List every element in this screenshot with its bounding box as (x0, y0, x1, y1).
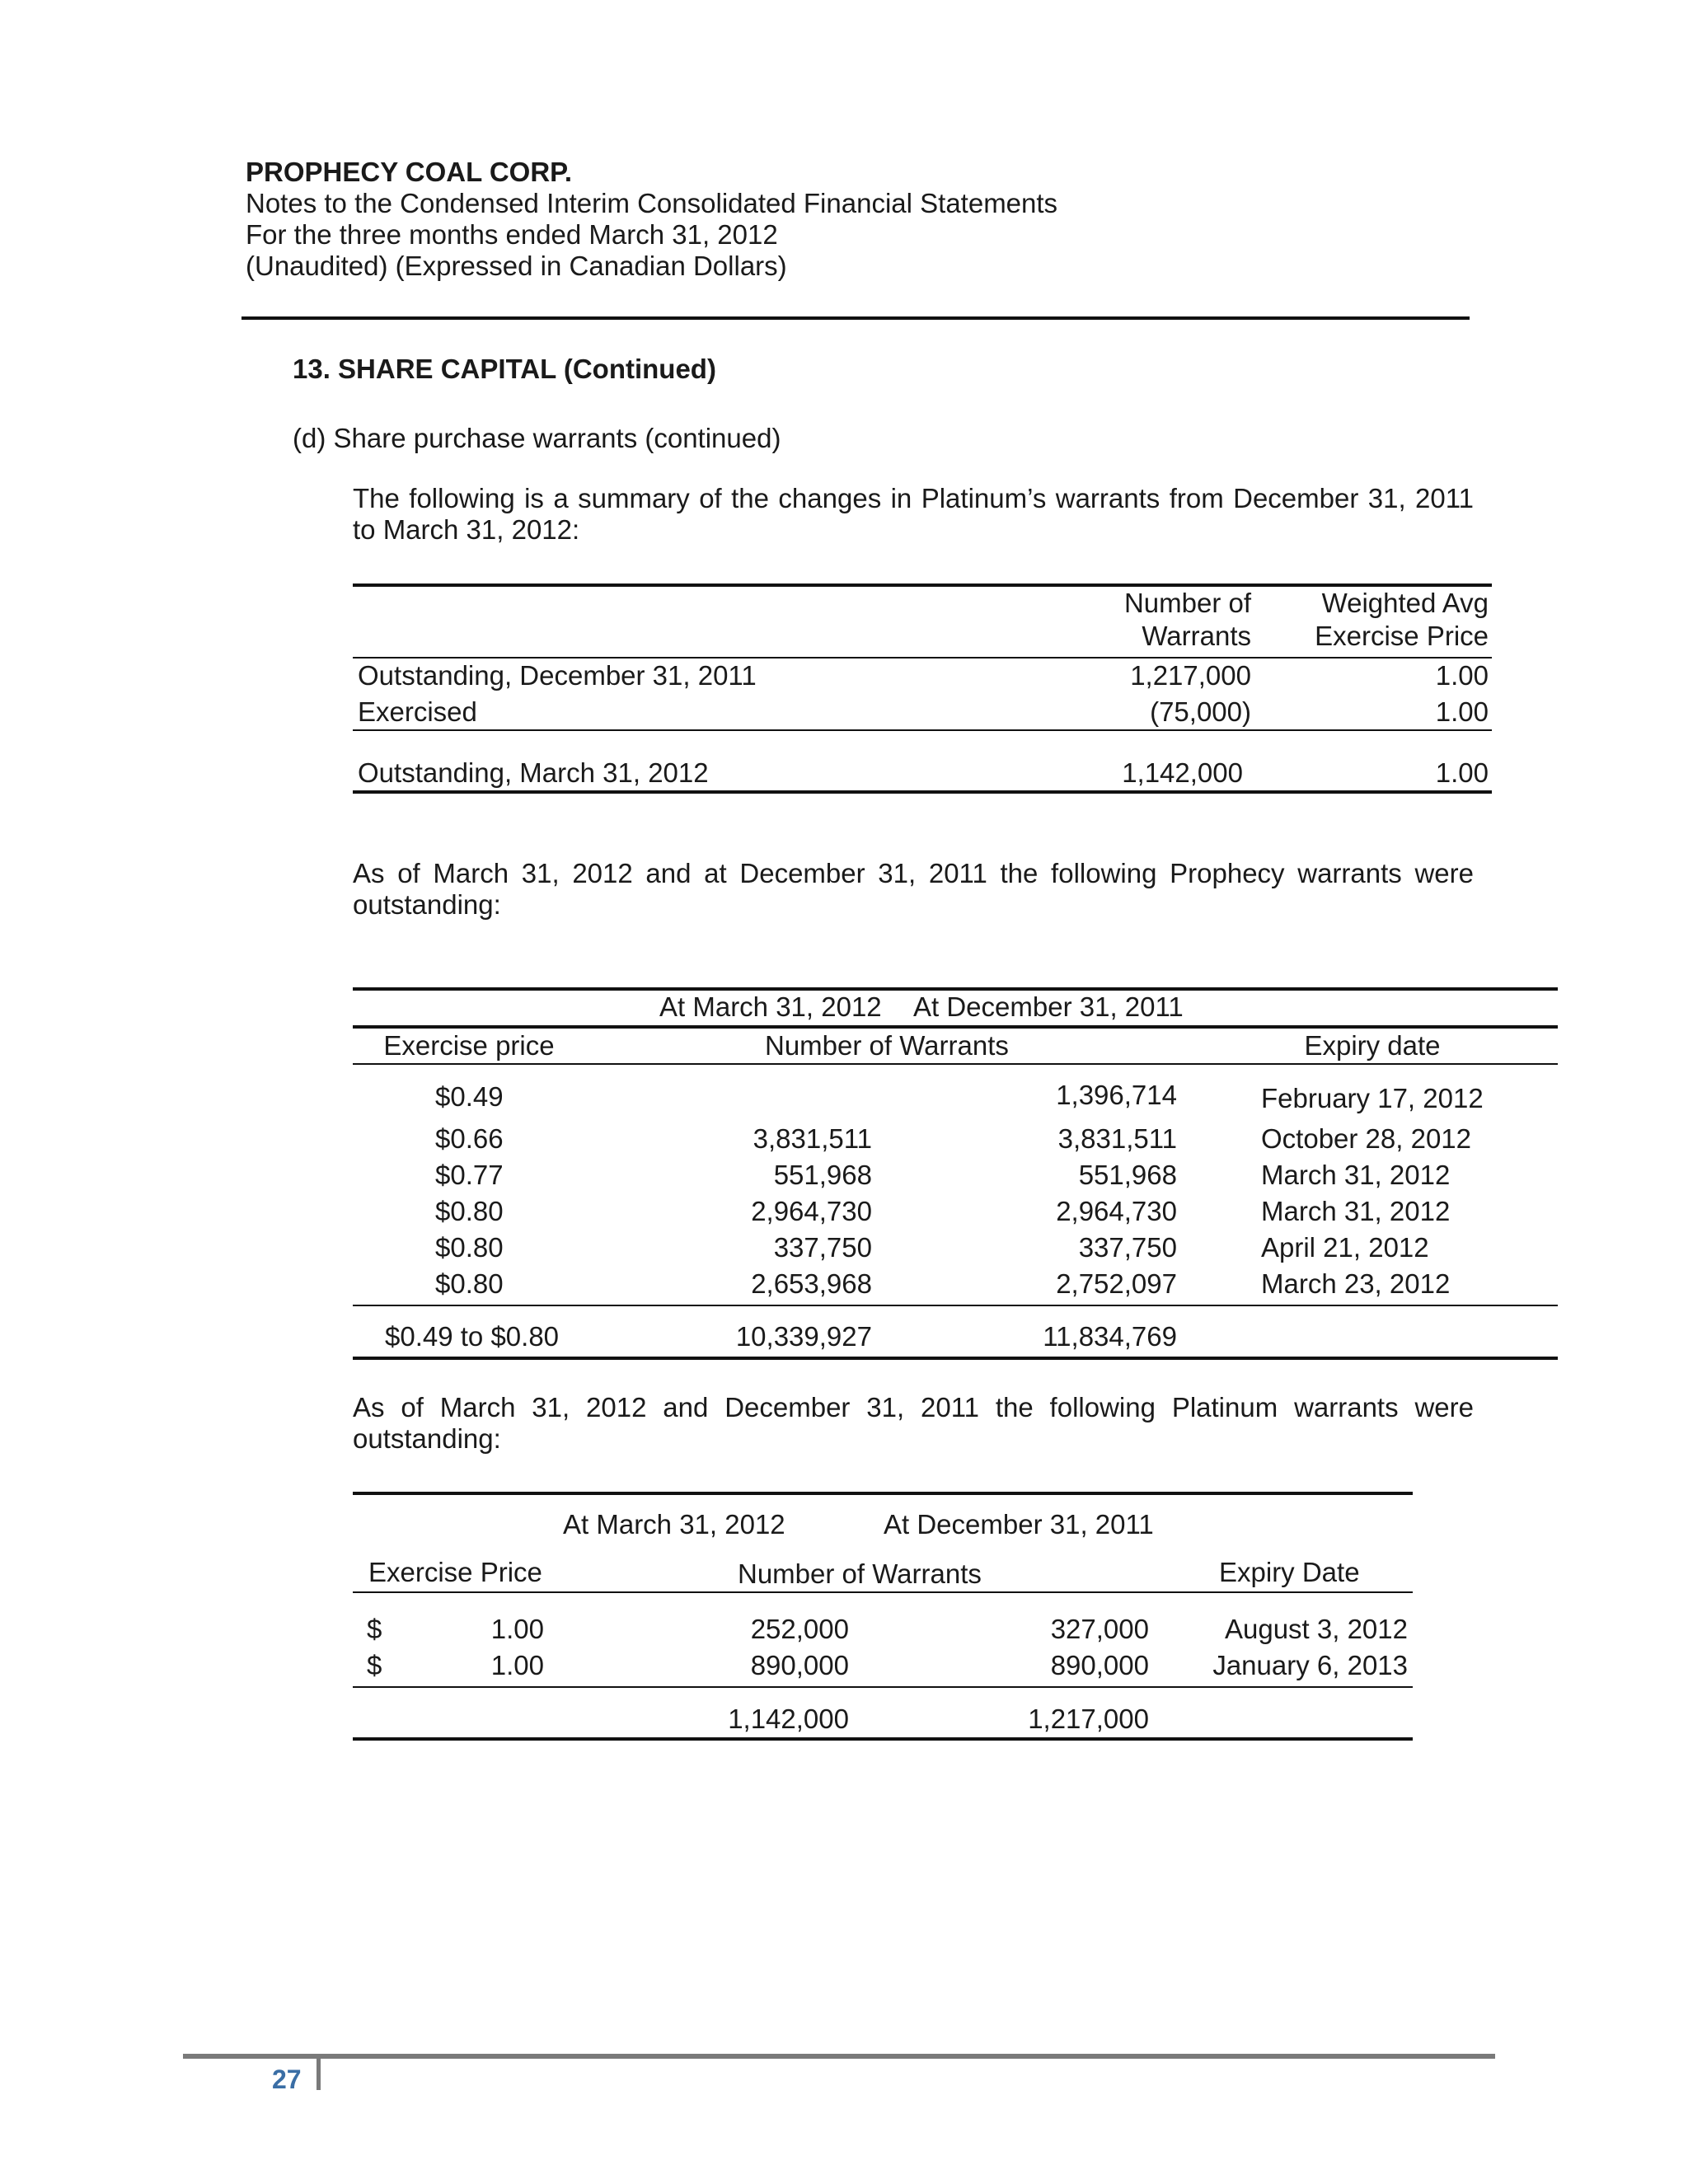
row-expiry: March 23, 2012 (1261, 1268, 1451, 1299)
paragraph-prophecy-warrants: As of March 31, 2012 and at December 31, 2011 the following Prophecy warrants were outstanding: (353, 858, 1474, 920)
row-december-count: 890,000 (1050, 1650, 1149, 1680)
table2-mid-rule (353, 1025, 1558, 1029)
table3-header-rule (353, 1591, 1413, 1593)
table1-bottom-rule (353, 790, 1492, 794)
row-label: Exercised (358, 696, 477, 727)
row-march-count: 337,750 (773, 1232, 872, 1263)
row-currency: $ (367, 1650, 382, 1680)
section-subheading: (d) Share purchase warrants (continued) (293, 423, 781, 453)
row-price: 1.00 (1435, 696, 1489, 727)
section-title: 13. SHARE CAPITAL (Continued) (293, 354, 716, 384)
row-march-count: 2,964,730 (751, 1196, 872, 1226)
table3-bottom-rule (353, 1737, 1413, 1741)
row-exercise-price: 1.00 (490, 1650, 544, 1680)
table2-subtotal-rule (353, 1305, 1558, 1306)
table2-header-rule (353, 1063, 1558, 1065)
company-name: PROPHECY COAL CORP. (246, 157, 573, 187)
row-label: Outstanding, December 31, 2011 (358, 660, 757, 691)
total-march: 1,142,000 (728, 1704, 849, 1734)
row-expiry: January 6, 2013 (1212, 1650, 1408, 1680)
page-number: 27 (272, 2064, 302, 2094)
table3-top-rule (353, 1492, 1413, 1495)
row-expiry: April 21, 2012 (1261, 1232, 1429, 1263)
table2-header-exercise-price: Exercise price (383, 1030, 555, 1061)
table3-header-number: Number of Warrants (738, 1558, 982, 1589)
table3-header-march: At March 31, 2012 (563, 1509, 785, 1540)
row-march-count: 2,653,968 (751, 1268, 872, 1299)
table2-header-march: At March 31, 2012 (659, 991, 882, 1022)
row-march-count: 3,831,511 (753, 1123, 872, 1154)
table1-subtotal-rule (353, 729, 1492, 731)
row-expiry: February 17, 2012 (1261, 1083, 1484, 1113)
row-expiry: October 28, 2012 (1261, 1123, 1472, 1154)
table1-col-price-header-2: Exercise Price (1315, 621, 1489, 651)
table1-header-rule (353, 657, 1492, 658)
row-december-count: 551,968 (1078, 1160, 1177, 1190)
row-exercise-price: $0.80 (435, 1268, 504, 1299)
table3-subtotal-rule (353, 1686, 1413, 1688)
row-december-count: 2,752,097 (1056, 1268, 1177, 1299)
row-expiry: August 3, 2012 (1224, 1614, 1408, 1644)
row-march-count: 890,000 (750, 1650, 849, 1680)
row-exercise-price: $0.66 (435, 1123, 504, 1154)
row-expiry: March 31, 2012 (1261, 1160, 1451, 1190)
total-december: 11,834,769 (1043, 1321, 1177, 1352)
table3-header-expiry: Expiry Date (1219, 1557, 1360, 1587)
table3-header-december: At December 31, 2011 (884, 1509, 1154, 1540)
total-march: 10,339,927 (735, 1321, 872, 1352)
row-december-count: 3,831,511 (1057, 1123, 1177, 1154)
table3-header-exercise-price: Exercise Price (368, 1557, 542, 1587)
row-december-count: 2,964,730 (1056, 1196, 1177, 1226)
total-number: 1,142,000 (1122, 757, 1243, 788)
row-exercise-price: 1.00 (490, 1614, 544, 1644)
header-line-2: For the three months ended March 31, 2012 (246, 219, 778, 250)
total-label: Outstanding, March 31, 2012 (358, 757, 709, 788)
paragraph-platinum-summary: The following is a summary of the changes in Platinum’s warrants from December 31, 2011 to March 31, 2012: (353, 483, 1474, 545)
row-currency: $ (367, 1614, 382, 1644)
header-line-3: (Unaudited) (Expressed in Canadian Dollars) (246, 251, 787, 281)
row-december-count: 327,000 (1050, 1614, 1149, 1644)
row-march-count: 551,968 (773, 1160, 872, 1190)
table1-col-number-header-1: Number of (1123, 588, 1251, 618)
row-december-count: 1,396,714 (1056, 1080, 1177, 1110)
footer-page-marker (316, 2055, 321, 2090)
paragraph-platinum-warrants: As of March 31, 2012 and December 31, 2011 the following Platinum warrants were outstanding: (353, 1392, 1474, 1454)
row-exercise-price: $0.49 (435, 1081, 504, 1112)
row-march-count: 252,000 (750, 1614, 849, 1644)
row-exercise-price: $0.77 (435, 1160, 504, 1190)
table2-header-number: Number of Warrants (765, 1030, 1009, 1061)
row-march-count (701, 1080, 872, 1113)
table1-col-number-header-2: Warrants (1142, 621, 1251, 651)
row-exercise-price: $0.80 (435, 1196, 504, 1226)
row-expiry: March 31, 2012 (1261, 1196, 1451, 1226)
row-number: (75,000) (1150, 696, 1251, 727)
row-number: 1,217,000 (1130, 660, 1251, 691)
table2-header-expiry: Expiry date (1304, 1030, 1441, 1061)
table2-header-december: At December 31, 2011 (913, 991, 1184, 1022)
table1-col-price-header-1: Weighted Avg (1321, 588, 1489, 618)
document-header (246, 157, 1057, 282)
table2-bottom-rule (353, 1357, 1558, 1360)
total-price: 1.00 (1435, 757, 1489, 788)
total-december: 1,217,000 (1028, 1704, 1149, 1734)
header-line-1: Notes to the Condensed Interim Consolidated Financial Statements (246, 188, 1058, 218)
header-divider (241, 316, 1470, 320)
footer-rule (183, 2054, 1495, 2059)
row-exercise-price: $0.80 (435, 1232, 504, 1263)
row-december-count: 337,750 (1078, 1232, 1177, 1263)
row-price: 1.00 (1435, 660, 1489, 691)
total-price-range: $0.49 to $0.80 (385, 1321, 560, 1352)
